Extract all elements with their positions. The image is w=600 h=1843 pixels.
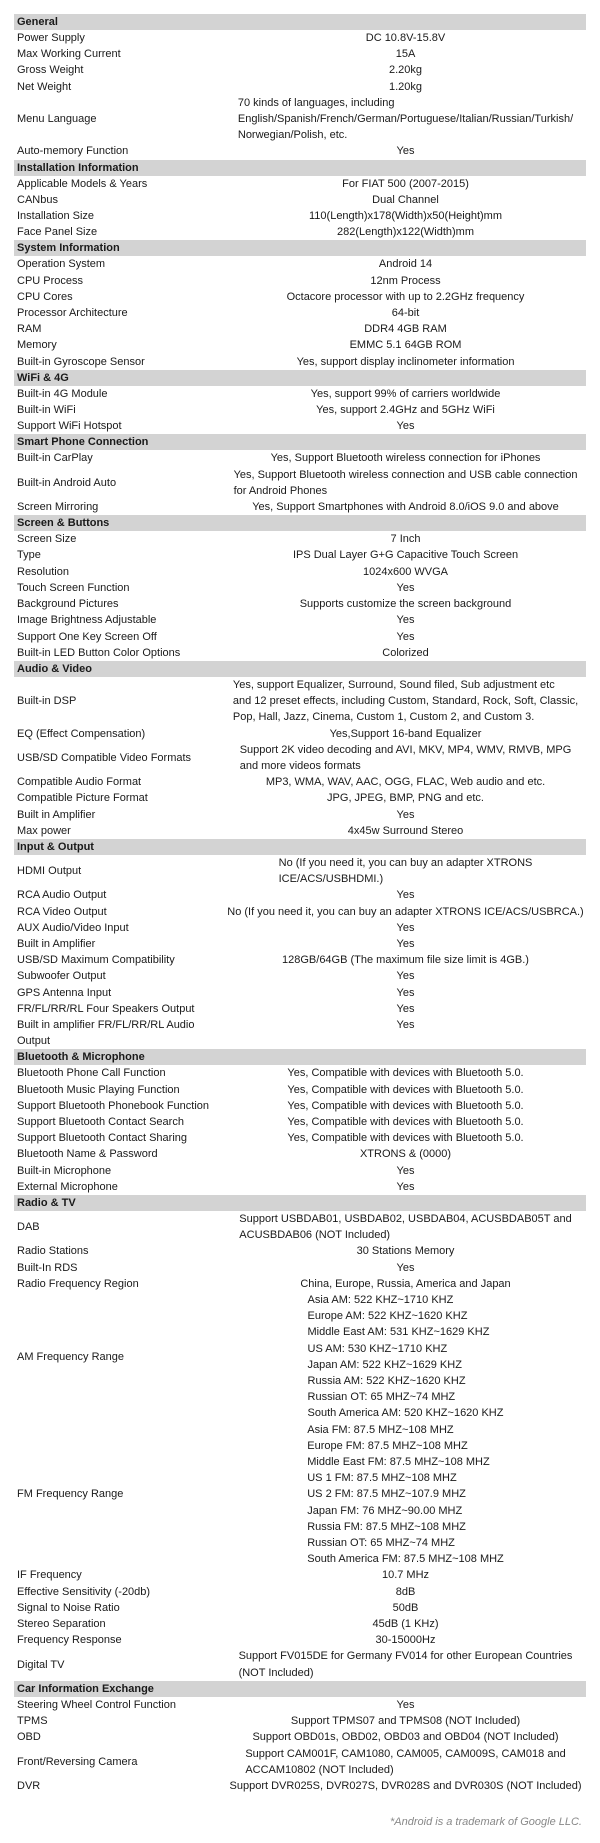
spec-label: Effective Sensitivity (-20db) [17,1585,151,1598]
spec-row [14,612,586,628]
spec-value: 7 Inch [390,533,421,546]
spec-value: China, Europe, Russia, America and Japan [300,1277,511,1290]
spec-value: Yes [396,630,415,643]
spec-label: Auto-memory Function [17,145,129,158]
spec-label: Frequency Response [17,1634,122,1647]
spec-label: External Microphone [17,1180,118,1193]
spec-row [14,143,586,159]
spec-value: Supports customize the screen background [299,598,512,611]
spec-label: Power Supply [17,32,85,44]
spec-label: Built-In RDS [17,1261,78,1274]
spec-value: 30-15000Hz [375,1634,436,1647]
spec-label: CPU Cores [17,290,73,303]
spec-label: Radio Stations [17,1245,89,1258]
spec-label: CANbus [17,193,58,206]
section-header: Smart Phone Connection [14,434,586,450]
spec-label: Installation Size [17,210,95,223]
spec-value: Yes [396,420,415,433]
spec-value: Android 14 [378,258,433,271]
spec-label: Type [17,549,41,562]
spec-row [14,95,586,144]
spec-row [14,1211,586,1243]
spec-value: Yes [396,1261,415,1274]
spec-row [14,337,586,353]
spec-value: Yes [396,937,415,950]
spec-value: 8dB [395,1585,416,1598]
spec-label: Signal to Noise Ratio [17,1601,120,1614]
spec-value: Yes, Support Bluetooth wireless connection and USB cable connection for Android Phones [233,468,578,497]
spec-value: Yes,Support 16-band Equalizer [329,727,482,740]
spec-value: 30 Stations Memory [356,1245,455,1258]
spec-label: Resolution [17,565,69,578]
spec-label: USB/SD Compatible Video Formats [17,751,192,764]
spec-label: Bluetooth Music Playing Function [17,1083,180,1096]
spec-row [14,887,586,903]
spec-row [14,677,586,726]
spec-row [14,1567,586,1583]
spec-label: Built-in Android Auto [17,476,117,489]
spec-label: AUX Audio/Video Input [17,921,129,934]
spec-row [14,1017,586,1049]
spec-label: Built-in WiFi [17,404,76,417]
spec-value: 2.20kg [388,64,423,77]
spec-label: Image Brightness Adjustable [17,614,157,627]
spec-label: Subwoofer Output [17,970,106,983]
spec-row [14,547,586,563]
spec-label: Max Working Current [17,48,121,61]
spec-row [14,1260,586,1276]
spec-value: 282(Length)x122(Width)mm [337,226,474,239]
spec-value: Dual Channel [372,193,439,206]
spec-label: Face Panel Size [17,226,98,239]
spec-value: Yes, Compatible with devices with Bluetooth 5.0. [287,1132,524,1145]
spec-value: 15A [395,48,416,61]
spec-row [14,645,586,661]
section-header: Radio & TV [14,1195,586,1211]
spec-row [14,1163,586,1179]
spec-value: Yes [396,1180,415,1193]
spec-value: Yes, support 2.4GHz and 5GHz WiFi [316,404,495,417]
spec-row [14,1697,586,1713]
spec-value: Asia AM: 522 KHZ~1710 KHZ Europe AM: 522 KHZ~1620 KHZ Middle East AM: 531 KHZ~1629 KHZ US AM: 530 KHZ~1710 KHZ Japan AM: 522 KHZ~1629 KHZ Russia AM: 522 KHZ~1620 KHZ Russian OT: 65 MHZ~74 MHZ South America AM: 520 KHZ~1620 KHZ [307,1294,504,1420]
section-header: Screen & Buttons [14,515,586,531]
section-header: General [14,14,586,30]
spec-label: AM Frequency Range [17,1350,124,1363]
spec-value: Support CAM001F, CAM1080, CAM005, CAM009S, CAM018 and ACCAM10802 (NOT Included) [245,1747,566,1776]
spec-value: Yes [396,808,415,821]
spec-row [14,1584,586,1600]
spec-value: Yes [396,1002,415,1015]
spec-value: Yes [396,614,415,627]
spec-value: Yes, Support Bluetooth wireless connection for iPhones [270,452,541,465]
spec-label: Compatible Picture Format [17,792,148,805]
spec-row [14,224,586,240]
spec-value: Octacore processor with up to 2.2GHz frequency [286,290,525,303]
spec-row [14,564,586,580]
spec-row [14,273,586,289]
spec-label: IF Frequency [17,1569,82,1582]
spec-label: Built in Amplifier [17,808,96,821]
spec-row [14,386,586,402]
spec-row [14,1114,586,1130]
trademark-note: *Android is a trademark of Google LLC. [390,1816,582,1828]
section-header: WiFi & 4G [14,370,586,386]
spec-value: For FIAT 500 (2007-2015) [342,177,469,190]
spec-row [14,467,586,499]
spec-row [14,192,586,208]
spec-row [14,354,586,370]
spec-row [14,531,586,547]
spec-label: Support Bluetooth Contact Sharing [17,1132,188,1145]
spec-label: Digital TV [17,1658,65,1671]
spec-value: IPS Dual Layer G+G Capacitive Touch Screen [292,549,519,562]
spec-row [14,1130,586,1146]
spec-row [14,176,586,192]
spec-value: Yes [396,970,415,983]
spec-row [14,580,586,596]
spec-label: TPMS [17,1715,48,1728]
spec-value: DC 10.8V-15.8V [365,32,446,44]
spec-value: Yes, Compatible with devices with Bluetooth 5.0. [287,1083,524,1096]
spec-label: Front/Reversing Camera [17,1755,138,1768]
spec-value: EMMC 5.1 64GB ROM [349,339,462,352]
spec-label: Steering Wheel Control Function [17,1698,176,1711]
spec-row [14,1713,586,1729]
spec-row [14,418,586,434]
spec-label: Built-in CarPlay [17,452,93,465]
spec-row [14,1422,586,1568]
spec-label: Built-in Microphone [17,1164,112,1177]
spec-label: Screen Mirroring [17,501,99,514]
spec-label: Radio Frequency Region [17,1277,139,1290]
spec-label: EQ (Effect Compensation) [17,727,146,740]
spec-value: XTRONS & (0000) [359,1148,452,1161]
spec-row [14,305,586,321]
spec-label: FM Frequency Range [17,1488,124,1501]
spec-label: GPS Antenna Input [17,986,112,999]
spec-row [14,629,586,645]
spec-row [14,1276,586,1292]
spec-label: Stereo Separation [17,1618,106,1631]
spec-value: Yes [396,1698,415,1711]
spec-label: Bluetooth Phone Call Function [17,1067,166,1080]
spec-row [14,774,586,790]
spec-row [14,1778,586,1794]
spec-row [14,1179,586,1195]
spec-value: Colorized [382,646,429,659]
spec-value: Yes, support Equalizer, Surround, Sound filed, Sub adjustment etc and 12 preset effects, including Custom, Standard, Rock, Soft, Classic, Pop, Hall, Jazz, Cinema, Custom 1, Custom 2, and Custom 3. [232,678,579,724]
spec-row [14,402,586,418]
spec-row [14,855,586,887]
spec-value: Yes, Compatible with devices with Bluetooth 5.0. [287,1099,524,1112]
spec-row [14,1082,586,1098]
spec-row [14,1243,586,1259]
spec-label: Built-in DSP [17,695,77,708]
spec-value: MP3, WMA, WAV, AAC, OGG, FLAC, Web audio and etc. [265,776,546,789]
spec-row [14,1600,586,1616]
spec-row [14,321,586,337]
section-header: Bluetooth & Microphone [14,1049,586,1065]
spec-label: Built in Amplifier [17,937,96,950]
spec-row [14,904,586,920]
spec-row [14,30,586,46]
spec-label: Built-in LED Button Color Options [17,646,181,659]
spec-value: 4x45w Surround Stereo [347,824,464,837]
spec-row [14,499,586,515]
section-header: Installation Information [14,160,586,176]
spec-label: Max power [17,824,71,837]
spec-label: Compatible Audio Format [17,776,142,789]
spec-value: 128GB/64GB (The maximum file size limit is 4GB.) [282,954,529,967]
spec-row [14,596,586,612]
spec-value: Support TPMS07 and TPMS08 (NOT Included) [290,1715,521,1728]
spec-value: 64-bit [391,307,420,320]
spec-row [14,726,586,742]
spec-value: 70 kinds of languages, including English/Spanish/French/German/Portuguese/Italian/Russian/Turkish/ Norwegian/Polish, etc. [237,96,574,142]
spec-value: 12nm Process [370,274,441,287]
spec-value: Support 2K video decoding and AVI, MKV, MP4, WMV, RMVB, MPG and more videos formats [239,743,572,772]
spec-label: Bluetooth Name & Password [17,1148,158,1161]
spec-label: Net Weight [17,80,72,93]
spec-table [14,14,586,1794]
spec-row [14,1648,586,1680]
spec-label: Support One Key Screen Off [17,630,157,643]
spec-label: RAM [17,323,42,336]
spec-value: Yes [396,145,415,158]
spec-value: 10.7 MHz [381,1569,430,1582]
spec-value: Asia FM: 87.5 MHZ~108 MHZ Europe FM: 87.5 MHZ~108 MHZ Middle East FM: 87.5 MHZ~108 MHZ US 1 FM: 87.5 MHZ~108 MHZ US 2 FM: 87.5 MHZ~107.9 MHZ Japan FM: 76 MHZ~90.00 MHZ Russia FM: 87.5 MHZ~108 MHZ Russian OT: 65 MHZ~74 MHZ South America FM: 87.5 MHZ~108 MHZ [307,1423,504,1566]
spec-value: No (If you need it, you can buy an adapter XTRONS ICE/ACS/USBHDMI.) [278,856,533,886]
spec-label: Memory [17,339,57,352]
spec-value: Yes, support 99% of carriers worldwide [310,387,501,400]
spec-row [14,1098,586,1114]
section-header: Car Information Exchange [14,1681,586,1697]
spec-row [14,208,586,224]
spec-value: 45dB (1 KHz) [372,1618,439,1631]
section-header: System Information [14,240,586,256]
spec-label: Built-in 4G Module [17,387,108,400]
spec-label: Support Bluetooth Contact Search [17,1115,184,1128]
spec-label: DVR [17,1779,41,1792]
spec-value: Yes [396,986,415,999]
spec-label: OBD [17,1731,41,1744]
spec-value: Yes, Compatible with devices with Bluetooth 5.0. [287,1115,524,1128]
spec-label: Touch Screen Function [17,581,130,594]
spec-label: Built-in Gyroscope Sensor [17,355,145,368]
spec-value: Yes, Compatible with devices with Bluetooth 5.0. [287,1067,524,1080]
spec-row [14,450,586,466]
spec-row [14,79,586,95]
spec-value: Yes [396,581,415,594]
section-header: Audio & Video [14,661,586,677]
spec-row [14,1001,586,1017]
spec-row [14,1065,586,1081]
spec-label: USB/SD Maximum Compatibility [17,954,175,967]
spec-label: Menu Language [17,113,97,126]
spec-label: Screen Size [17,533,77,546]
spec-value: Yes [396,921,415,934]
spec-row [14,62,586,78]
spec-row [14,1632,586,1648]
spec-label: Built in amplifier FR/FL/RR/RL Audio Output [17,1018,195,1048]
spec-value: JPG, JPEG, BMP, PNG and etc. [327,792,484,805]
spec-label: FR/FL/RR/RL Four Speakers Output [17,1002,195,1015]
spec-row [14,289,586,305]
spec-row [14,790,586,806]
spec-label: HDMI Output [17,865,82,878]
spec-row [14,256,586,272]
spec-label: Processor Architecture [17,307,128,320]
spec-value: 1.20kg [388,80,423,93]
spec-row [14,1146,586,1162]
spec-value: Yes, Support Smartphones with Android 8.0/iOS 9.0 and above [252,501,559,514]
spec-row [14,807,586,823]
spec-row [14,920,586,936]
spec-value: Support FV015DE for Germany FV014 for other European Countries (NOT Included) [238,1650,573,1679]
spec-value: Yes, support display inclinometer information [296,355,515,368]
spec-value: Yes [396,889,415,902]
spec-label: Support WiFi Hotspot [17,420,122,433]
spec-label: DAB [17,1221,40,1234]
spec-row [14,1292,586,1422]
spec-value: DDR4 4GB RAM [364,323,447,336]
spec-label: RCA Audio Output [17,889,107,902]
spec-row [14,985,586,1001]
spec-value: Support USBDAB01, USBDAB02, USBDAB04, ACUSBDAB05T and ACUSBDAB06 (NOT Included) [239,1213,572,1242]
spec-value: Support OBD01s, OBD02, OBD03 and OBD04 (NOT Included) [252,1731,559,1744]
spec-value: Yes [396,1164,415,1177]
spec-row [14,742,586,774]
spec-row [14,936,586,952]
spec-label: CPU Process [17,274,84,287]
spec-row [14,1616,586,1632]
spec-row [14,952,586,968]
spec-label: Background Pictures [17,598,119,611]
spec-value: 110(Length)x178(Width)x50(Height)mm [309,210,502,223]
spec-value: Support DVR025S, DVR027S, DVR028S and DVR030S (NOT Included) [229,1779,582,1792]
spec-label: Support Bluetooth Phonebook Function [17,1099,210,1112]
spec-row [14,968,586,984]
spec-value: 50dB [392,1601,419,1614]
spec-row [14,1746,586,1778]
spec-label: Applicable Models & Years [17,177,148,190]
spec-value: 1024x600 WVGA [363,565,448,578]
spec-label: RCA Video Output [17,905,107,918]
spec-value: No (If you need it, you can buy an adapter XTRONS ICE/ACS/USBRCA.) [227,905,584,918]
spec-row [14,1729,586,1745]
spec-label: Gross Weight [17,64,84,77]
spec-row [14,823,586,839]
section-header: Input & Output [14,839,586,855]
spec-row [14,46,586,62]
spec-value: Yes [396,1018,415,1031]
spec-label: Operation System [17,258,106,271]
